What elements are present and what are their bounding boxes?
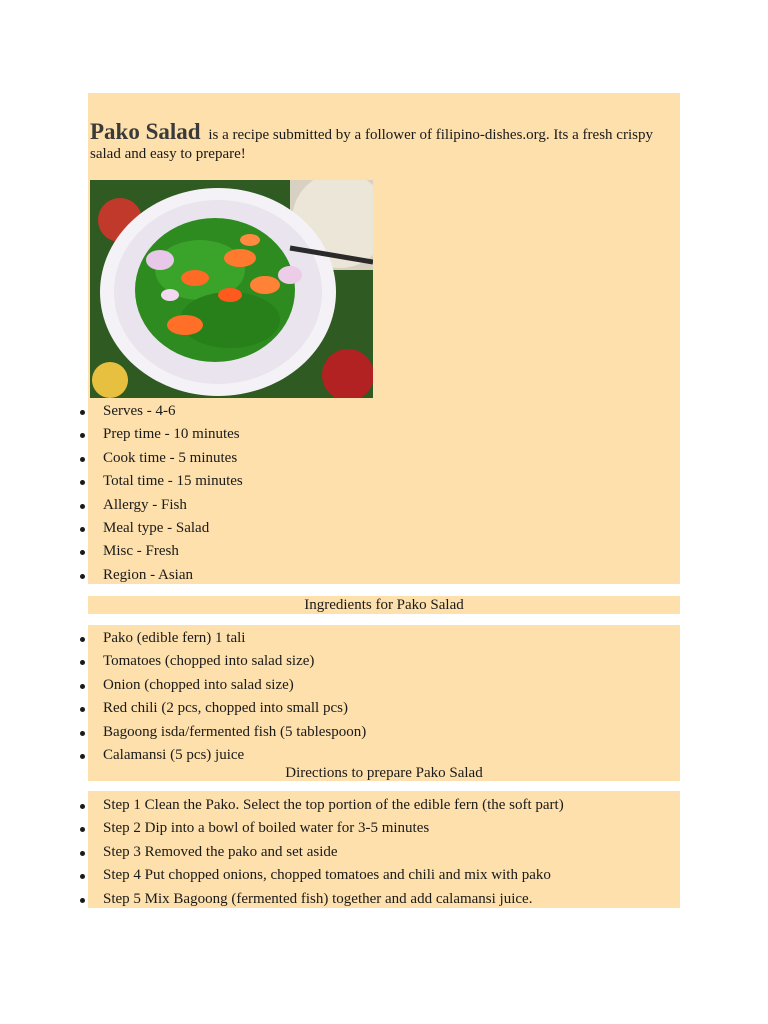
bullet-icon — [80, 637, 85, 642]
bullet-icon — [80, 480, 85, 485]
list-item: Prep time - 10 minutes — [80, 423, 243, 446]
bullet-icon — [80, 410, 85, 415]
list-item: Cook time - 5 minutes — [80, 447, 243, 470]
list-item: Step 1 Clean the Pako. Select the top portion of the edible fern (the soft part) — [80, 794, 564, 817]
bullet-icon — [80, 574, 85, 579]
list-item: Serves - 4-6 — [80, 400, 243, 423]
page-title: Pako Salad — [90, 119, 201, 144]
list-item: Step 2 Dip into a bowl of boiled water for 3-5 minutes — [80, 817, 564, 840]
bullet-icon — [80, 707, 85, 712]
list-item: Tomatoes (chopped into salad size) — [80, 650, 366, 673]
bullet-icon — [80, 804, 85, 809]
ingredients-heading: Ingredients for Pako Salad — [304, 597, 464, 613]
list-item: Misc - Fresh — [80, 540, 243, 563]
list-item: Allergy - Fish — [80, 494, 243, 517]
bullet-icon — [80, 731, 85, 736]
recipe-info-list — [80, 400, 243, 587]
list-item: Total time - 15 minutes — [80, 470, 243, 493]
bullet-icon — [80, 754, 85, 759]
ingredients-list — [80, 627, 366, 767]
directions-heading: Directions to prepare Pako Salad — [285, 765, 483, 781]
bullet-icon — [80, 504, 85, 509]
intro-text: is a recipe submitted by a follower of filipino-dishes.org. Its a fresh crispy salad and easy to prepare! — [90, 127, 653, 162]
bullet-icon — [80, 527, 85, 532]
bullet-icon — [80, 660, 85, 665]
list-item: Region - Asian — [80, 564, 243, 587]
list-item: Red chili (2 pcs, chopped into small pcs) — [80, 697, 366, 720]
intro-paragraph — [90, 119, 675, 164]
directions-list — [80, 794, 564, 911]
bullet-icon — [80, 457, 85, 462]
list-item: Step 3 Removed the pako and set aside — [80, 841, 564, 864]
list-item: Pako (edible fern) 1 tali — [80, 627, 366, 650]
bullet-icon — [80, 827, 85, 832]
list-item: Step 5 Mix Bagoong (fermented fish) together and add calamansi juice. — [80, 888, 564, 911]
bullet-icon — [80, 684, 85, 689]
salad-photo-image — [90, 180, 373, 398]
bullet-icon — [80, 898, 85, 903]
list-item: Meal type - Salad — [80, 517, 243, 540]
list-item: Onion (chopped into salad size) — [80, 674, 366, 697]
list-item: Step 4 Put chopped onions, chopped tomatoes and chili and mix with pako — [80, 864, 564, 887]
list-item: Bagoong isda/fermented fish (5 tablespoon) — [80, 721, 366, 744]
list-item: Calamansi (5 pcs) juice — [80, 744, 366, 767]
bullet-icon — [80, 874, 85, 879]
bullet-icon — [80, 550, 85, 555]
bullet-icon — [80, 433, 85, 438]
salad-photo — [90, 180, 373, 398]
bullet-icon — [80, 851, 85, 856]
